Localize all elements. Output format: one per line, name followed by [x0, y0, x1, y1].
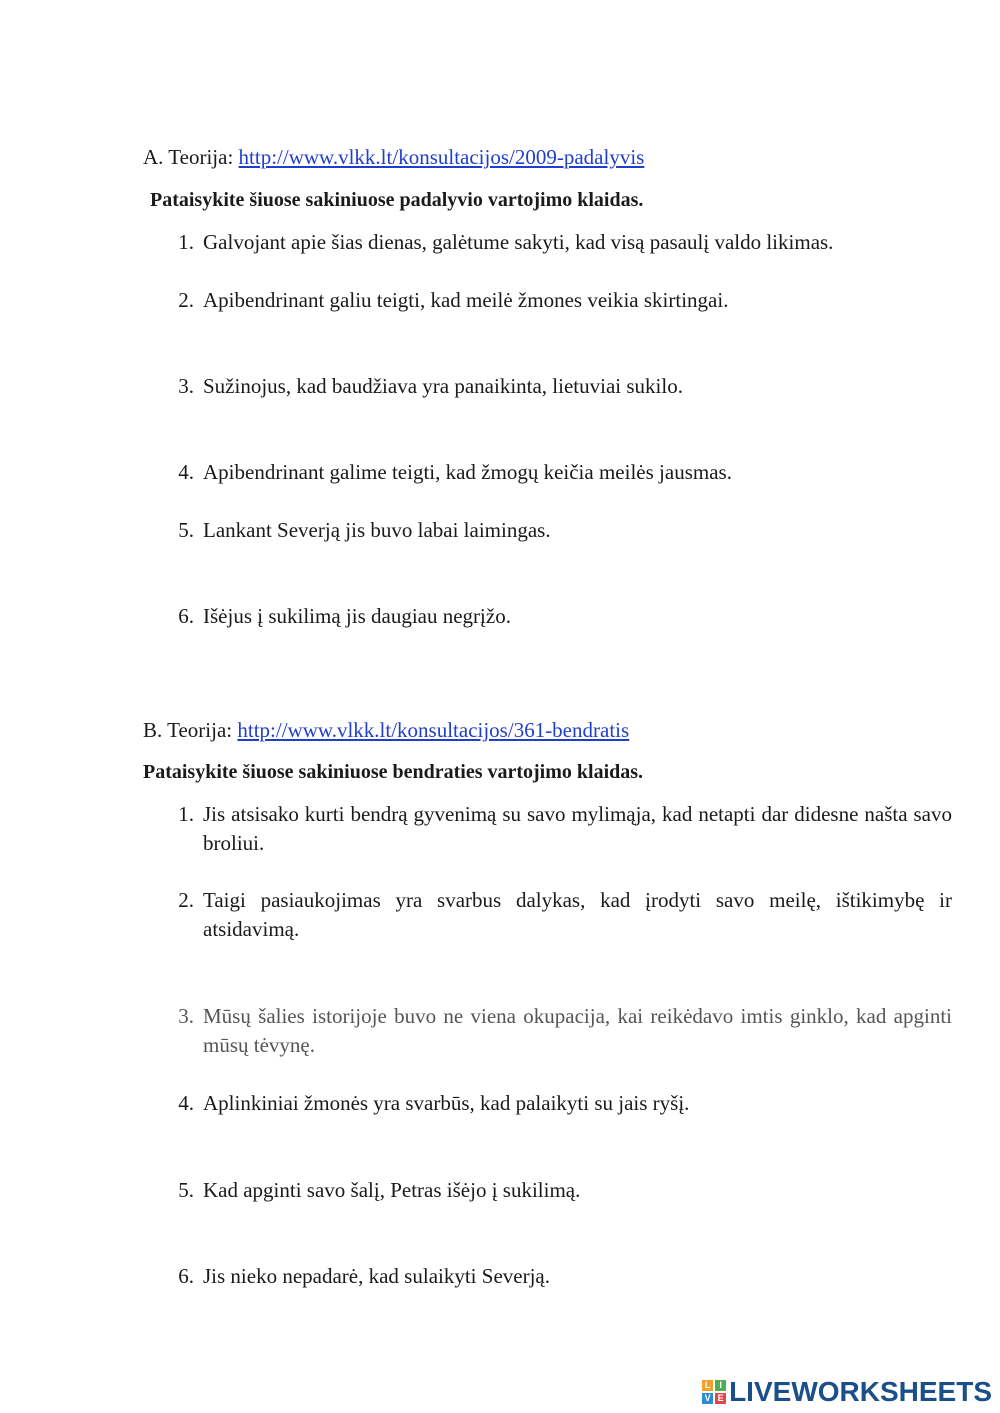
section-a-item-5	[172, 516, 952, 545]
item-text: Apibendrinant galime teigti, kad žmogų keičia meilės jausmas.	[203, 460, 732, 484]
item-text: Apibendrinant galiu teigti, kad meilė žmones veikia skirtingai.	[203, 288, 729, 312]
section-a-instruction: Pataisykite šiuose sakiniuose padalyvio vartojimo klaidas.	[150, 189, 644, 211]
item-number: 1.	[178, 802, 194, 826]
logo-text: LIVEWORKSHEETS	[729, 1376, 992, 1407]
section-b-item-2	[172, 886, 952, 944]
logo-mark-cell: L	[702, 1380, 713, 1391]
section-a-theory	[143, 144, 644, 170]
section-b-item-1	[172, 800, 952, 858]
item-text: Lankant Severją jis buvo labai laimingas.	[203, 518, 551, 542]
item-text: Aplinkiniai žmonės yra svarbūs, kad palaikyti su jais ryšį.	[203, 1091, 690, 1115]
item-number: 3.	[178, 1004, 194, 1028]
item-number: 2.	[178, 888, 194, 912]
item-number: 5.	[178, 1178, 194, 1202]
section-b-item-5	[172, 1176, 952, 1205]
section-a-item-3	[172, 372, 952, 401]
item-text: Galvojant apie šias dienas, galėtume sakyti, kad visą pasaulį valdo likimas.	[203, 230, 834, 254]
section-a-item-1	[172, 228, 952, 257]
item-text: Sužinojus, kad baudžiava yra panaikinta, lietuviai sukilo.	[203, 374, 683, 398]
section-b-item-3	[172, 1002, 952, 1060]
item-text: Kad apginti savo šalį, Petras išėjo į sukilimą.	[203, 1178, 581, 1202]
item-number: 5.	[178, 518, 194, 542]
logo-mark-cell: E	[715, 1393, 726, 1404]
logo-mark-cell: V	[702, 1393, 713, 1404]
section-a-item-2	[172, 286, 952, 315]
section-b-theory	[143, 717, 629, 743]
item-number: 2.	[178, 288, 194, 312]
section-b-item-6	[172, 1262, 952, 1291]
item-text: Išėjus į sukilimą jis daugiau negrįžo.	[203, 604, 511, 628]
section-a-theory-label: A. Teorija:	[143, 145, 239, 169]
item-number: 6.	[178, 1264, 194, 1288]
item-number: 3.	[178, 374, 194, 398]
section-a-item-4	[172, 458, 952, 487]
logo-mark-icon	[702, 1380, 726, 1404]
section-b-item-4	[172, 1089, 952, 1118]
item-number: 6.	[178, 604, 194, 628]
item-text: Mūsų šalies istorijoje buvo ne viena okupacija, kai reikėdavo imtis ginklo, kad apginti mūsų tėvynę.	[203, 1004, 952, 1057]
item-text: Jis atsisako kurti bendrą gyvenimą su savo mylimąja, kad netapti dar didesne našta savo broliui.	[203, 802, 952, 855]
item-number: 4.	[178, 460, 194, 484]
liveworksheets-logo[interactable]	[702, 1377, 992, 1407]
section-b-instruction: Pataisykite šiuose sakiniuose bendraties vartojimo klaidas.	[143, 761, 644, 783]
item-number: 4.	[178, 1091, 194, 1115]
section-b-theory-link[interactable]: http://www.vlkk.lt/konsultacijos/361-bendratis	[237, 718, 630, 742]
section-b-theory-label: B. Teorija:	[143, 718, 238, 742]
item-number: 1.	[178, 230, 194, 254]
item-text: Taigi pasiaukojimas yra svarbus dalykas, kad įrodyti savo meilę, ištikimybę ir atsidavimą.	[203, 888, 952, 941]
item-text: Jis nieko nepadarė, kad sulaikyti Severją.	[203, 1264, 550, 1288]
section-a-theory-link[interactable]: http://www.vlkk.lt/konsultacijos/2009-padalyvis	[238, 145, 645, 169]
logo-mark-cell: I	[715, 1380, 726, 1391]
section-a-item-6	[172, 602, 952, 631]
